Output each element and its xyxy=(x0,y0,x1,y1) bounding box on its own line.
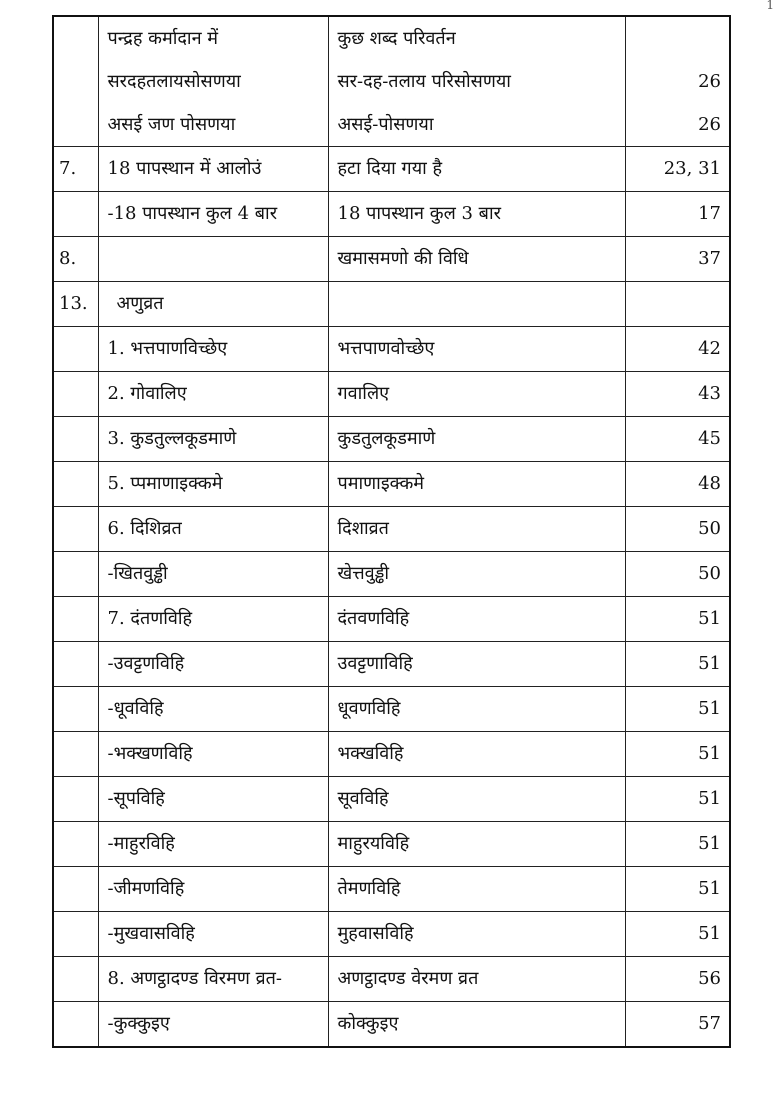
page-number: 50 xyxy=(698,563,721,584)
table-row xyxy=(53,192,730,237)
serial-number xyxy=(54,462,98,506)
table-row xyxy=(53,147,730,192)
original-text: अणुव्रत xyxy=(116,293,164,314)
table-row xyxy=(53,507,730,552)
original-text: -मुखवासविहि xyxy=(107,923,195,944)
original-text-cell xyxy=(98,237,328,282)
page-number-cell xyxy=(625,417,730,462)
page-number: 51 xyxy=(698,698,721,719)
corrected-text: असई-पोसणया xyxy=(337,114,434,135)
original-text-cell xyxy=(98,867,328,912)
serial-number xyxy=(54,642,98,686)
serial-number xyxy=(54,597,98,641)
page-number-cell xyxy=(625,147,730,192)
original-text: -माहुरविहि xyxy=(107,833,175,854)
table-row xyxy=(53,16,730,147)
corrected-text-cell xyxy=(328,912,625,957)
corrected-text: उवट्टणाविहि xyxy=(337,653,413,674)
original-text: 2. गोवालिए xyxy=(107,383,187,404)
serial-number xyxy=(54,372,98,416)
corrected-text-cell xyxy=(328,687,625,732)
table-row xyxy=(53,417,730,462)
corrected-text: भक्खविहि xyxy=(337,743,404,764)
page-number: 57 xyxy=(698,1013,721,1034)
table-row xyxy=(53,912,730,957)
corrections-table xyxy=(52,15,731,1048)
page-corner-mark: 1 xyxy=(766,0,774,12)
page-number: 17 xyxy=(698,203,721,224)
corrected-text-cell xyxy=(328,597,625,642)
corrected-text: खमासमणो की विधि xyxy=(337,248,469,269)
corrected-text-cell xyxy=(328,552,625,597)
original-text-cell xyxy=(98,687,328,732)
corrected-text: गवालिए xyxy=(337,383,390,404)
page-number-cell xyxy=(625,237,730,282)
original-text-cell xyxy=(98,16,328,147)
serial-number-cell xyxy=(53,552,98,597)
serial-number-cell xyxy=(53,507,98,552)
serial-number-cell xyxy=(53,282,98,327)
serial-number-cell xyxy=(53,822,98,867)
original-text-cell xyxy=(98,327,328,372)
corrected-text-cell xyxy=(328,327,625,372)
page-number: 42 xyxy=(698,338,721,359)
page-number: 51 xyxy=(698,788,721,809)
serial-number: 8. xyxy=(59,248,77,269)
original-text-cell xyxy=(98,507,328,552)
original-text-cell xyxy=(98,597,328,642)
original-text: असई जण पोसणया xyxy=(107,114,236,135)
original-text: सरदहतलायसोसणया xyxy=(107,71,241,92)
corrected-text: सूवविहि xyxy=(337,788,389,809)
corrected-text-cell xyxy=(328,237,625,282)
page-number: 50 xyxy=(698,518,721,539)
serial-number xyxy=(54,1002,98,1046)
page-number: 26 xyxy=(698,114,721,135)
serial-number xyxy=(54,822,98,866)
page-number-cell xyxy=(625,507,730,552)
serial-number: 7. xyxy=(59,158,77,179)
serial-number xyxy=(54,912,98,956)
table-row xyxy=(53,282,730,327)
original-text: -धूवविहि xyxy=(107,698,164,719)
corrected-text-cell xyxy=(328,642,625,687)
page-number-cell xyxy=(625,192,730,237)
page-number: 51 xyxy=(698,743,721,764)
page-number-cell xyxy=(625,282,730,327)
corrected-text: खेत्तवुड्ढी xyxy=(337,563,390,584)
corrected-text: सर-दह-तलाय परिसोसणया xyxy=(337,71,511,92)
page-number: 48 xyxy=(698,473,721,494)
table-row xyxy=(53,327,730,372)
page-number: 51 xyxy=(698,653,721,674)
corrected-text-cell xyxy=(328,507,625,552)
corrected-text-cell xyxy=(328,957,625,1002)
original-text: -उवट्टणविहि xyxy=(107,653,185,674)
page-number-cell xyxy=(625,822,730,867)
serial-number xyxy=(54,417,98,461)
corrected-text: भत्तपाणवोच्छेए xyxy=(337,338,435,359)
page-number xyxy=(626,282,730,326)
corrected-text-cell xyxy=(328,732,625,777)
table-row xyxy=(53,957,730,1002)
page-number: 37 xyxy=(698,248,721,269)
serial-number-cell xyxy=(53,237,98,282)
original-text: 8. अणट्ठादण्ड विरमण व्रत- xyxy=(107,968,282,989)
table-row xyxy=(53,237,730,282)
page-number-cell xyxy=(625,327,730,372)
page-number: 23, 31 xyxy=(663,158,721,179)
corrected-text: कुडतुलकूडमाणे xyxy=(337,428,436,449)
corrected-text xyxy=(329,282,625,326)
corrected-text: दंतवणविहि xyxy=(337,608,410,629)
corrected-text-cell xyxy=(328,777,625,822)
table-row xyxy=(53,687,730,732)
table-row xyxy=(53,867,730,912)
page-number-cell xyxy=(625,957,730,1002)
original-text: पन्द्रह कर्मादान में xyxy=(107,28,219,49)
serial-number-cell xyxy=(53,777,98,822)
original-text-cell xyxy=(98,822,328,867)
serial-number: 13. xyxy=(59,293,88,314)
original-text-cell xyxy=(98,777,328,822)
original-text: -खितवुड्ढी xyxy=(107,563,168,584)
serial-number xyxy=(54,552,98,596)
corrected-text-cell xyxy=(328,867,625,912)
serial-number-cell xyxy=(53,732,98,777)
serial-number-cell xyxy=(53,912,98,957)
page-number-cell xyxy=(625,732,730,777)
table-row xyxy=(53,822,730,867)
corrected-text: धूवणविहि xyxy=(337,698,401,719)
original-text: 1. भत्तपाणविच्छेए xyxy=(107,338,228,359)
original-text xyxy=(99,237,328,281)
original-text: -कुक्कुइए xyxy=(107,1013,170,1034)
page-number-cell xyxy=(625,642,730,687)
table-row xyxy=(53,1002,730,1048)
serial-number-cell xyxy=(53,687,98,732)
corrections-table-body xyxy=(53,16,730,1047)
corrected-text: अणट्ठादण्ड वेरमण व्रत xyxy=(337,968,479,989)
corrected-text-cell xyxy=(328,822,625,867)
serial-number xyxy=(54,507,98,551)
serial-number-cell xyxy=(53,597,98,642)
serial-number-cell xyxy=(53,462,98,507)
corrected-text-cell xyxy=(328,1002,625,1048)
serial-number xyxy=(54,867,98,911)
page-number-cell xyxy=(625,462,730,507)
serial-number-cell xyxy=(53,327,98,372)
page-number-cell xyxy=(625,777,730,822)
original-text: -भक्खणविहि xyxy=(107,743,193,764)
original-text: 5. प्पमाणाइक्कमे xyxy=(107,473,223,494)
serial-number xyxy=(54,732,98,776)
original-text-cell xyxy=(98,462,328,507)
corrected-text-cell xyxy=(328,16,625,147)
serial-number xyxy=(54,192,98,236)
page-number: 56 xyxy=(698,968,721,989)
corrected-text: पमाणाइक्कमे xyxy=(337,473,425,494)
original-text: -जीमणविहि xyxy=(107,878,185,899)
serial-number-cell xyxy=(53,16,98,147)
page-number-cell xyxy=(625,597,730,642)
table-row xyxy=(53,642,730,687)
page-number xyxy=(626,17,730,60)
original-text-cell xyxy=(98,192,328,237)
table-row xyxy=(53,597,730,642)
table-row xyxy=(53,777,730,822)
table-row xyxy=(53,732,730,777)
corrected-text-cell xyxy=(328,282,625,327)
serial-number-cell xyxy=(53,417,98,462)
original-text-cell xyxy=(98,417,328,462)
table-row xyxy=(53,372,730,417)
original-text-cell xyxy=(98,957,328,1002)
corrected-text-cell xyxy=(328,147,625,192)
original-text-cell xyxy=(98,912,328,957)
page-number: 51 xyxy=(698,833,721,854)
corrected-text: माहुरयविहि xyxy=(337,833,410,854)
corrected-text: 18 पापस्थान कुल 3 बार xyxy=(337,203,501,224)
original-text: 7. दंतणविहि xyxy=(107,608,193,629)
corrected-text: हटा दिया गया है xyxy=(337,158,443,179)
serial-number-cell xyxy=(53,957,98,1002)
corrected-text: कोक्कुइए xyxy=(337,1013,399,1034)
page-number: 51 xyxy=(698,923,721,944)
original-text-cell xyxy=(98,282,328,327)
page-number: 51 xyxy=(698,878,721,899)
original-text: 6. दिशिव्रत xyxy=(107,518,182,539)
serial-number xyxy=(54,17,98,60)
serial-number-cell xyxy=(53,192,98,237)
original-text-cell xyxy=(98,732,328,777)
original-text: 18 पापस्थान में आलोउं xyxy=(107,158,262,179)
corrected-text: तेमणविहि xyxy=(337,878,401,899)
serial-number xyxy=(54,687,98,731)
page-number-cell xyxy=(625,912,730,957)
original-text-cell xyxy=(98,372,328,417)
corrected-text: मुहवासविहि xyxy=(337,923,414,944)
page-number-cell xyxy=(625,16,730,147)
serial-number-cell xyxy=(53,1002,98,1048)
corrected-text-cell xyxy=(328,372,625,417)
serial-number xyxy=(54,327,98,371)
page-number: 45 xyxy=(698,428,721,449)
corrected-text: कुछ शब्द परिवर्तन xyxy=(337,28,456,49)
serial-number-cell xyxy=(53,372,98,417)
page-number-cell xyxy=(625,867,730,912)
page-number: 26 xyxy=(698,71,721,92)
corrected-text-cell xyxy=(328,462,625,507)
page-number-cell xyxy=(625,552,730,597)
serial-number xyxy=(54,777,98,821)
table-row xyxy=(53,552,730,597)
original-text-cell xyxy=(98,1002,328,1048)
serial-number-cell xyxy=(53,867,98,912)
original-text-cell xyxy=(98,147,328,192)
page-number-cell xyxy=(625,1002,730,1048)
page-number: 51 xyxy=(698,608,721,629)
original-text-cell xyxy=(98,642,328,687)
original-text: -18 पापस्थान कुल 4 बार xyxy=(107,203,278,224)
page-number: 43 xyxy=(698,383,721,404)
original-text: 3. कुडतुल्लकूडमाणे xyxy=(107,428,237,449)
serial-number xyxy=(54,957,98,1001)
original-text-cell xyxy=(98,552,328,597)
corrected-text-cell xyxy=(328,417,625,462)
table-row xyxy=(53,462,730,507)
original-text: -सूपविहि xyxy=(107,788,165,809)
page-number-cell xyxy=(625,687,730,732)
page-number-cell xyxy=(625,372,730,417)
serial-number-cell xyxy=(53,147,98,192)
serial-number-cell xyxy=(53,642,98,687)
corrected-text-cell xyxy=(328,192,625,237)
corrected-text: दिशाव्रत xyxy=(337,518,389,539)
